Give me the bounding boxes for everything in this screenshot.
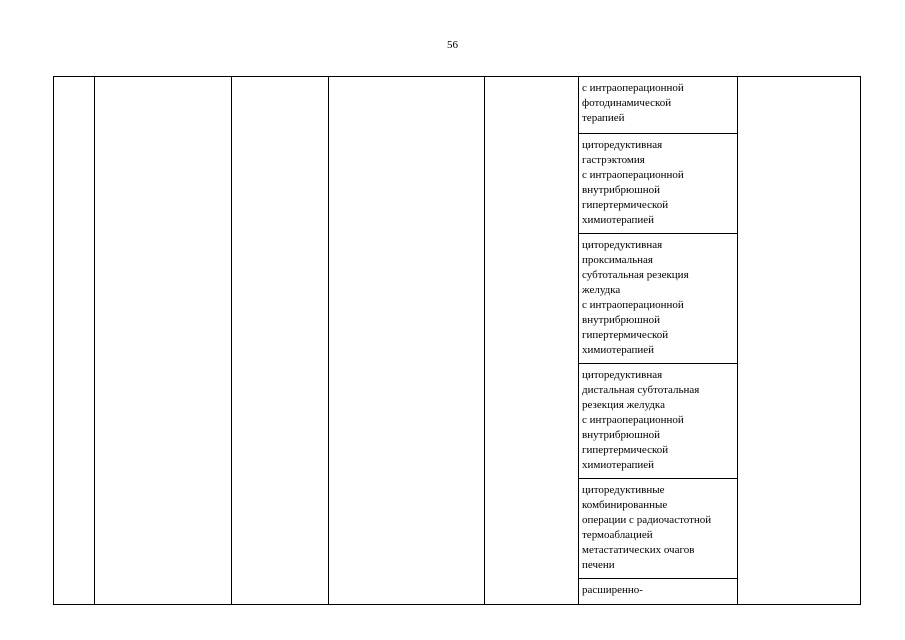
table-cell-procedure: с интраоперационной фотодинамической терапией [582,82,684,124]
table-cell-procedure: циторедуктивная гастрэктомия с интраоперационной внутрибрюшной гипертермической химиотерапией [582,139,684,226]
table-cell-empty [738,77,860,604]
table-cell-procedure: циторедуктивная дистальная субтотальная резекция желудка с интраоперационной внутрибрюшной гипертермической химиотерапией [582,369,700,471]
table-cell-procedure: циторедуктивная проксимальная субтотальная резекция желудка с интраоперационной внутрибрюшной гипертермической химиотерапией [582,239,689,356]
table-cell-empty [95,77,231,604]
table-cell-empty [485,77,578,604]
page-number: 56 [447,39,458,51]
table-cell-empty [232,77,328,604]
table-cell-empty [329,77,484,604]
document-table [53,76,861,605]
table-cell-empty [54,77,94,604]
table-cell-procedure: расширенно- [582,584,643,596]
table-cell-procedure: циторедуктивные комбинированные операции с радиочастотной термоаблацией метастатических очагов печени [582,484,712,571]
treatment-method-column [578,77,737,604]
